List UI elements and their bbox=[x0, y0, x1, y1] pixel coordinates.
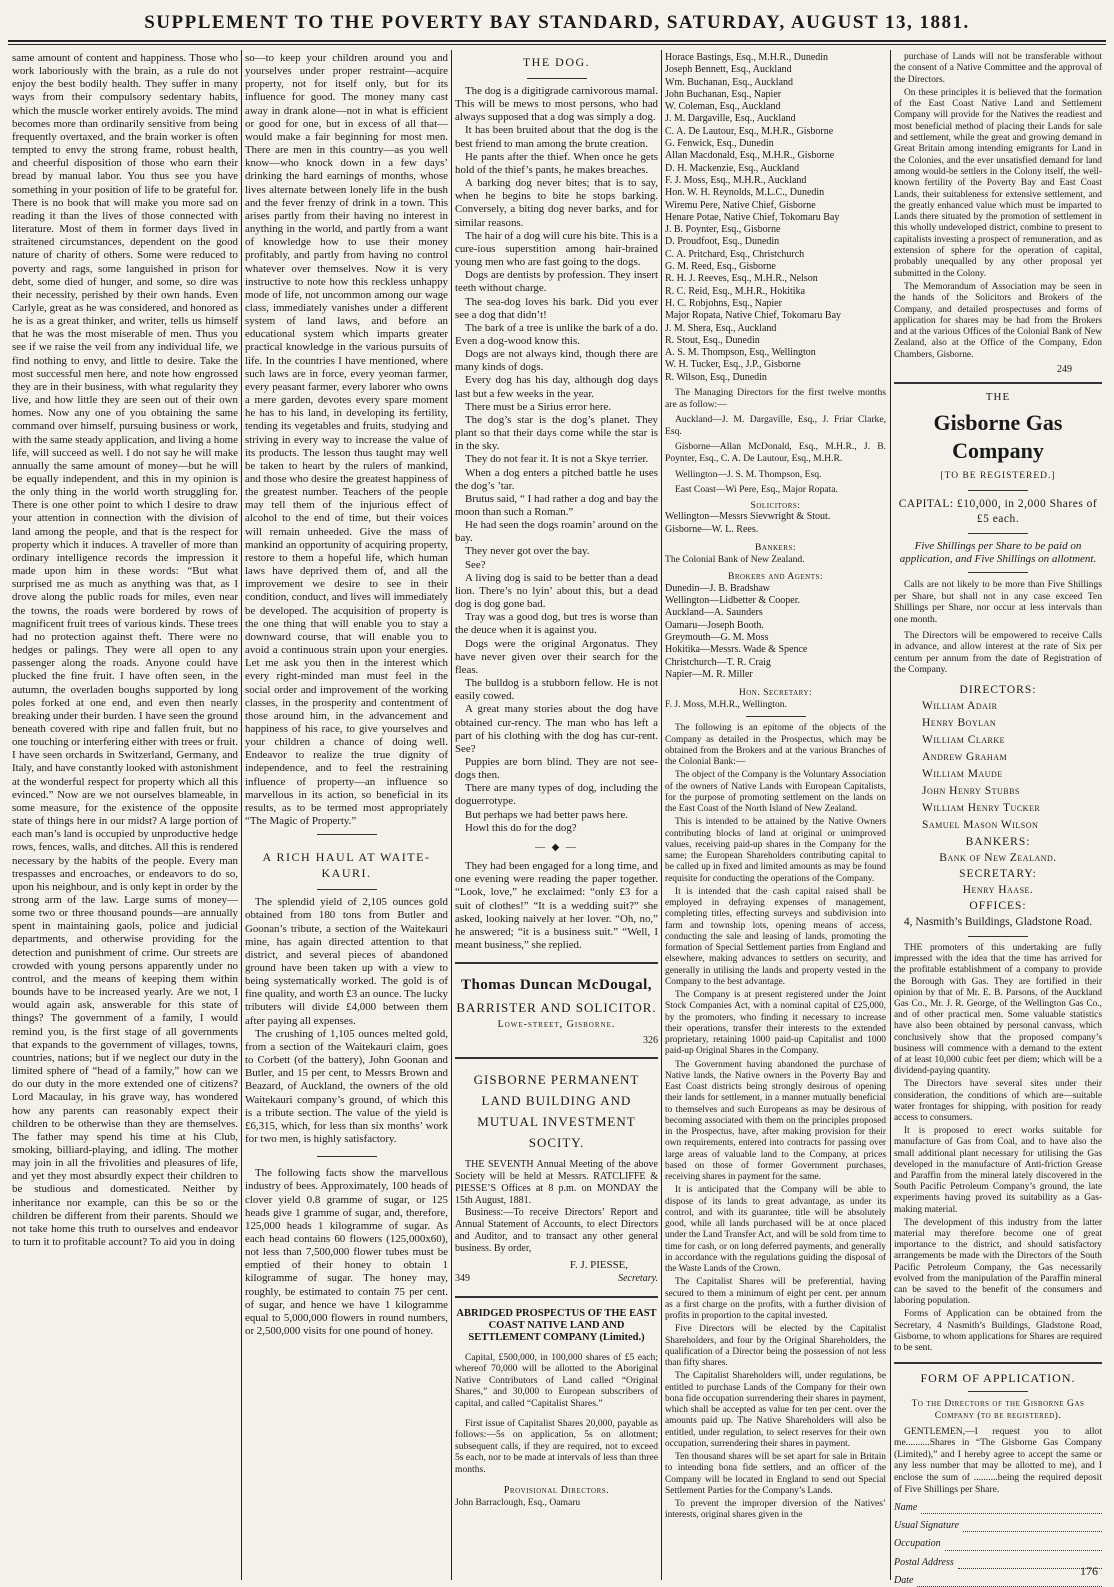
mcdougal-ad bbox=[455, 974, 658, 1047]
director-name: Allan Macdonald, Esq., M.H.R., Gisborne bbox=[665, 150, 835, 162]
ad-text: Capital, £500,000, in 100,000 shares of £5 each; whereof 70,000 will be allotted to the Aboriginal Native Contributors of Land called “Original Shares,” and 30,000 to European subscribers of capital, and called “Capitalist Shares.” bbox=[455, 1351, 658, 1409]
article-paragraph: A living dog is said to be better than a dead lion. There’s no lyin’ about this, but a dead dog is dog gone bad. bbox=[455, 571, 658, 611]
ad-number: 249 bbox=[1057, 364, 1072, 376]
director-name: J. B. Poynter, Esq., Gisborne bbox=[665, 224, 781, 236]
broker-entry: Greymouth—G. M. Moss bbox=[665, 631, 769, 643]
offices-heading: OFFICES: bbox=[969, 899, 1027, 912]
article-paragraph: A great many stories about the dog have obtained cur-rency. The man who has left a part of his clothing with the dog has cur-rent. See? bbox=[455, 703, 658, 755]
managing-auckland: Auckland—J. M. Dargaville, Esq., J. Friar Clarke, Esq. bbox=[665, 414, 886, 437]
article-paragraph: Dogs were the original Argonatus. They have never given over their search for the fleas. bbox=[455, 637, 658, 676]
ad-role: Secretary. bbox=[618, 1273, 658, 1285]
article-paragraph: Every dog has his day, although dog days last but a few weeks in the year. bbox=[455, 374, 658, 400]
form-field[interactable] bbox=[894, 1574, 1102, 1587]
directors-heading: DIRECTORS: bbox=[959, 683, 1037, 696]
broker-entry: Oamaru—Joseph Booth. bbox=[665, 619, 764, 631]
form-field-line[interactable] bbox=[945, 1537, 1102, 1550]
gas-director-name: William Henry Tucker bbox=[922, 801, 1041, 814]
masthead: SUPPLEMENT TO THE POVERTY BAY STANDARD, SATURDAY, AUGUST 13, 1881. bbox=[144, 12, 970, 33]
ad-signature: F. J. PIESSE, bbox=[569, 1259, 628, 1272]
article-heading: THE DOG. bbox=[522, 55, 591, 69]
director-name: Wm. Buchanan, Esq., Auckland bbox=[665, 76, 794, 88]
article-paragraph: The dog is a digitigrade carnivorous mamal. This will be mews to most persons, who had always supposed that a dog was simply a dog. bbox=[455, 85, 658, 124]
form-field-label: Postal Address bbox=[894, 1556, 954, 1568]
form-heading: FORM OF APPLICATION. bbox=[920, 1371, 1076, 1386]
form-fields bbox=[894, 1501, 1102, 1587]
article-paragraph: Dogs are dentists by profession. They insert teeth without charge. bbox=[455, 269, 658, 295]
ad-title: BARRISTER AND SOLICITOR. bbox=[456, 1000, 657, 1016]
prospectus-paragraph: Five Directors will be elected by the Capitalist Shareholders, and four by the Original Shareholders, the qualification of a Director being the possession of not less than fifty shares. bbox=[665, 1324, 886, 1369]
article-paragraph: There must be a Sirius error here. bbox=[465, 400, 612, 413]
director-name: Joseph Bennett, Esq., Auckland bbox=[665, 64, 792, 76]
solicitors-heading: Solicitors: bbox=[750, 499, 801, 511]
article-paragraph: Howl this do for the dog? bbox=[465, 821, 577, 834]
director-name: John Buchanan, Esq., Napier bbox=[665, 88, 782, 100]
article-paragraph: The following facts show the marvellous industry of bees. Approximately, 100 heads of clover yield 0.8 gramme of sugar, or 125 heads give 1 gramme of sugar, and, therefore, 125,000 heads 1 kilogramme of sugar. As each head contains 60 flowers (125,000x60), not less than 7,500,000 flower tubes must be emptied of their honey to obtain 1 kilogramme of sugar. The honey may, roughly, be estimated to contain 75 per cent. of sugar, and hence we have 1 kilogramme equal to 5,000,000 flowers in round numbers, or 2,500,000 visits for one pound of honey. bbox=[245, 1167, 448, 1338]
director-name: Wiremu Pere, Native Chief, Gisborne bbox=[665, 199, 816, 211]
article-paragraph: They never got over the bay. bbox=[465, 545, 590, 558]
director-name: W. Coleman, Esq., Auckland bbox=[665, 101, 781, 113]
gas-company-title: Gisborne Gas Company bbox=[933, 410, 1063, 464]
page-number: 176 bbox=[1080, 1564, 1098, 1578]
form-field-label: Occupation bbox=[894, 1538, 941, 1550]
form-field-label: Name bbox=[894, 1502, 918, 1514]
broker-entry: Napier—M. R. Miller bbox=[665, 668, 753, 680]
article-paragraph: But perhaps we had better paws here. bbox=[465, 808, 628, 821]
column-3 bbox=[455, 52, 658, 1580]
divider bbox=[527, 78, 587, 79]
bankers-heading: Bankers: bbox=[754, 541, 797, 553]
solicitors-list bbox=[665, 511, 886, 536]
article-paragraph: The sea-dog loves his bark. Did you ever see a dog that didn’t! bbox=[455, 295, 658, 321]
article-paragraph: The bark of a tree is unlike the bark of a do. Even a dog-wood know this. bbox=[455, 321, 658, 347]
broker-entry: Hokitika—Messrs. Wade & Spence bbox=[665, 644, 808, 656]
bankers-heading: BANKERS: bbox=[965, 835, 1031, 848]
gas-director-name: Samuel Mason Wilson bbox=[922, 818, 1039, 831]
column-rule bbox=[241, 50, 242, 1580]
director-name: D. Proudfoot, Esq., Dunedin bbox=[665, 236, 780, 248]
article-paragraph: They do not fear it. It is not a Skye terrier. bbox=[465, 453, 649, 466]
ad-number: 326 bbox=[643, 1035, 658, 1047]
secretary-heading: SECRETARY: bbox=[959, 867, 1037, 880]
director-name: F. J. Moss, Esq., M.H.R., Auckland bbox=[665, 174, 807, 186]
gas-calls: Calls are not likely to be more than Five Shillings per Share, but shall not in any case exceed Ten Shillings per Share, nor occur at less intervals than one month. bbox=[894, 579, 1102, 625]
broker-entry: Wellington—Lidbetter & Cooper. bbox=[665, 595, 801, 607]
prospectus-paragraph: The Company is at present registered under the Joint Stock Companies Act, with a nominal capital of £25,000, by the promoters, who finding it necessary to increase their operations, transfer their interests to the extended proprietary, retaining 1000 paid-up Capitalist and 1000 paid-up Original Shares in the Company. bbox=[665, 990, 886, 1057]
director-name: D. H. Mackenzie, Esq., Auckland bbox=[665, 162, 800, 174]
prospectus-paragraph: To prevent the improper diversion of the Natives’ interests, original shares given in the bbox=[665, 1499, 886, 1521]
form-field-line[interactable] bbox=[917, 1574, 1102, 1587]
bankers-text: The Colonial Bank of New Zealand. bbox=[665, 553, 805, 565]
gas-director-name: William Clarke bbox=[922, 733, 1006, 746]
ad-text: Business:—To receive Directors’ Report and Annual Statement of Accounts, to elect Directors and Auditor, and to transact any other general business. By order, bbox=[455, 1207, 658, 1255]
divider bbox=[894, 382, 1102, 384]
article-paragraph: There are many types of dog, including the doguerrotype. bbox=[455, 782, 658, 808]
article-paragraph: It has been bruited about that the dog is the best friend to man among the brute creation. bbox=[455, 124, 658, 150]
ad-number: 349 bbox=[455, 1273, 470, 1285]
prospectus-paragraph: The object of the Company is the Voluntary Association of the owners of Native Lands with European Capitalists, for the purpose of promoting settlement on the lands on the East Coast of the North Island of New Zealand. bbox=[665, 770, 886, 815]
gas-director-name: Henry Boylan bbox=[922, 716, 997, 729]
divider bbox=[317, 1156, 377, 1157]
gas-paragraph: Forms of Application can be obtained from the Secretary, 4 Nasmith’s Buildings, Gladstone Road, Gisborne, to whom applications for Shares are required to be sent. bbox=[894, 1309, 1102, 1354]
article-paragraph: same amount of content and happiness. Those who work laboriously with the brain, as a rule do not enjoy the best bodily health. They suffer in many ways from their compulsory sedentary habits, which the muscle worker entirely avoids. The mind becomes more than ordinarily sensitive from being frequently overtaxed, and the brain worker is often tempted to envy the strong frame, robust health, and cheerful disposition of those who earn their bread by manual labor. You thus see you have something in your position of life to be grateful for. There is no book that will make you more sad on reading it than the lives of those connected with literature. Most of them in former days lived in straitened circumstances, dependent on the good nature of charity of others. Some were reduced to poverty and rags, some languished in prison for debt, some died of hunger, and some, so dire was their necessity, perished by their own hands. Even Carlyle, great as he was considered, and honored as he is as a great thinker, and writer, tells us himself that he was the most miserable of men. Thus you see if we raise the veil from any individual life, we find nothing to envy, and little to desire. Take the most successful men here, and note how engrossed they are in their business, with what regularity they live, and how little they are seen out of their own homes. Now any one of you obtaining the same command over himself, pursuing business or work, with the same steady application, and living a home life, will succeed as well. I do not say he will make annually the same amount of money—but he will be equally independent, and this in my opinion is the only thing in the world worth struggling for. There is one other point to which I desire to draw your attention in connection with the division of land among the people, and that is the respect for property which it induces. A traveller of more than ordinary intelligence records the impression it made upon him in these words: “But what surprised me as much as anything was that, as I drove along the public roads for miles, even near the towns, the roads were bordered by rows of magnificent fruit trees of various kinds. These trees had no protection against theft. There were no hedges or palings. They were all open to any passenger along the roads. Anyone could have plucked the fine fruit. I have often seen, in the autumn, the overladen boughs supported by long poles forked at one end, and even then nearly breaking under their burden. I have seen the ground beneath covered with ripe and fallen fruit, but no one touching or interfering either with trees or fruit. I have seen orchards in Switzerland, Germany, and Italy, and have constantly looked with astonishment at the wonderful respect for property which all this evinced.” Now are we not ourselves blameable, in some measure, for the existence of the opposite state of things here in our midst? A large portion of each man’s land is occupied by unproductive hedge rows, fences, walls, and ditches. All this is rendered necessary by the habits of the people. Every man trespasses and encroaches, or endeavors to do so, upon his neighbour, and is only kept in order by the strong arm of the law. Large sums of money—some two or three thousand pounds—are annually spent in maintaining gaols, police and judicial departments, and otherwise providing for the detection and punishment of crime. Our streets are crowded with young persons apparently under no control, and the means of keeping them within bounds have to be increased yearly. Are we not, I would again ask, answerable for this state of things? The government of a family, I would remind you, is the first stage of all governments that expands to the government of villages, towns, countries, nations; but if we neglect our duty in the limited sphere of “head of a family,” how can we do our duty in the more extended one of citizens? Lord Macaulay, in his grave way, has wondered how any parents can reasonably expect their children to be otherwise than they are themselves. The father may spend his time at his Club, smoking, billiard-playing, and idling. The mother may join in all the frivolities and pleasures of life, and yet they most absurdly expect their children to be studious and domesticated. Neither by inheritance nor example, can this be so or the children be different from their parents. Should we not take home this truth to ourselves and endeavor to turn it to profitable account? To aid you in doing bbox=[12, 52, 238, 1249]
director-name: R. Stout, Esq., Dunedin bbox=[665, 334, 760, 346]
director-name: R. H. J. Reeves, Esq., M.H.R., Nelson bbox=[665, 273, 818, 285]
gas-prospectus bbox=[894, 943, 1102, 1354]
article-paragraph: See? bbox=[465, 558, 486, 571]
gas-registered: [TO BE REGISTERED.] bbox=[940, 471, 1056, 482]
director-list bbox=[665, 52, 886, 384]
director-name: R. C. Reid, Esq., M.H.R., Hokitika bbox=[665, 285, 806, 297]
director-name: Horace Bastings, Esq., M.H.R., Dunedin bbox=[665, 52, 829, 63]
director-name: G. M. Reed, Esq., Gisborne bbox=[665, 261, 776, 273]
prospectus-paragraph: purchase of Lands will not be transferable without the consent of a Native Committee and the approval of the Directors. bbox=[894, 52, 1102, 85]
divider bbox=[455, 962, 658, 964]
gas-paragraph: The Directors have several sites under their consideration, the conditions of which are—suitable water frontages for shipping, with position for ready access to consumers. bbox=[894, 1079, 1102, 1123]
brokers-list bbox=[665, 583, 886, 681]
solicitor-entry: Gisborne—W. L. Rees. bbox=[665, 523, 759, 535]
secretary-text: F. J. Moss, M.H.R., Wellington. bbox=[665, 698, 787, 710]
gas-directors bbox=[894, 698, 1102, 833]
divider bbox=[746, 716, 806, 717]
gas-capital: CAPITAL: £10,000, in 2,000 Shares of £5 each. bbox=[898, 498, 1098, 526]
gas-shillings: Five Shillings per Share to be paid on application, and Five Shillings on allotment. bbox=[899, 540, 1097, 566]
masthead-rule-thin bbox=[8, 44, 1106, 45]
ad-subheading: Provisional Directors. bbox=[503, 1484, 610, 1496]
broker-entry: Dunedin—J. B. Bradshaw bbox=[665, 582, 770, 594]
article-paragraph: The splendid yield of 2,105 ounces gold obtained from 180 tons from Butler and Goonan’s tribute, a section of the Waitekauri mine, has again directed attention to that district, and several pieces of abandoned ground have been taken up with a view to being systematically worked. The gold is of fine quality, and worth £3 an ounce. The lucky tributers will divide £4,000 between them after paying all expenses. bbox=[245, 896, 448, 1027]
article-paragraph: Brutus said, “ I had rather a dog and bay the moon than such a Roman.” bbox=[455, 492, 658, 518]
ad-text: First issue of Capitalist Shares 20,000, payable as follows:—5s on application, 5s on allotment; subsequent calls, if they are required, not to exceed 5s each, nor to be made at intervals of less than three months. bbox=[455, 1417, 658, 1475]
director-name: C. A. Pritchard, Esq., Christchurch bbox=[665, 248, 805, 260]
article-heading: A RICH HAUL AT WAITE-KAURI. bbox=[262, 850, 431, 881]
prospectus-paragraph: The Capitalist Shareholders will, under regulations, be entitled to purchase Lands of the Company for their own bona fide occupation surrendering their shares in payment, which shall be accepted as value for ten per cent. over the amounts paid up. The Native Shareholders will also be entitled, under regulation, to select reserves for their own occupation, surrendering their shares in payment. bbox=[665, 1371, 886, 1449]
divider bbox=[455, 1296, 658, 1298]
managing-eastcoast: East Coast—Wi Pere, Esq., Major Ropata. bbox=[675, 484, 838, 496]
form-to: To the Directors of the Gisborne Gas Company (to be registered). bbox=[911, 1398, 1085, 1421]
gas-director-name: William Maude bbox=[922, 767, 1003, 780]
form-body: GENTLEMEN,—I request you to allot me..........Shares in “The Gisborne Gas Company (Limited),” and I hereby agree to accept the same or any less number that may be allotted to me), and I enclose the sum of ..........being the required deposit of Five Shillings per Share. bbox=[894, 1425, 1102, 1495]
article-paragraph: He had seen the dogs roamin’ around on the bay. bbox=[455, 519, 658, 545]
prospectus-epitome bbox=[665, 723, 886, 1521]
managing-directors: The Managing Directors for the first twelve months are as follow:— bbox=[665, 387, 886, 410]
article-paragraph: Puppies are born blind. They are not see-dogs then. bbox=[455, 755, 658, 782]
form-field[interactable] bbox=[894, 1556, 1102, 1569]
ad-text: John Barraclough, Esq., Oamaru bbox=[455, 1496, 581, 1508]
director-name: J. M. Dargaville, Esq., Auckland bbox=[665, 113, 796, 125]
divider bbox=[968, 936, 1028, 937]
column-2 bbox=[245, 52, 448, 1580]
brokers-heading: Brokers and Agents: bbox=[727, 571, 824, 583]
director-name: J. M. Shera, Esq., Auckland bbox=[665, 322, 777, 334]
ornament-divider: — ◆ — bbox=[535, 841, 578, 853]
ad-title: ABRIDGED PROSPECTUS OF THE EAST COAST NATIVE LAND AND SETTLEMENT COMPANY (Limited.) bbox=[456, 1307, 657, 1343]
form-field-line[interactable] bbox=[963, 1519, 1102, 1532]
gas-the: THE bbox=[985, 391, 1011, 404]
director-name: W. H. Tucker, Esq., J.P., Gisborne bbox=[665, 359, 801, 371]
prospectus-ad bbox=[455, 1308, 658, 1509]
ad-address: Lowe-street, Gisborne. bbox=[497, 1019, 616, 1031]
article-paragraph: When a dog enters a pitched battle he uses the dog’s ’tar. bbox=[455, 466, 658, 492]
masthead-rule bbox=[8, 40, 1106, 42]
divider bbox=[894, 1362, 1102, 1364]
gas-paragraph: It is proposed to erect works suitable for manufacture of Gas from Coal, and to have also the small additional plant necessary for utilising the Gas developed in the manufacture of Anti-friction Grease and Paraffin from the mineral lately discovered in the South Pacific Petroleum Company’s ground, the late experiments having proved its suitability as a Gas-making material. bbox=[894, 1126, 1102, 1215]
prospectus-paragraph: On these principles it is believed that the formation of the East Coast Native Land and Settlement Company will provide for the Natives the readiest and most beneficial method of placing their Lands for sale and settlement, while the great and growing demand in Great Britain among intending emigrants for Land in the Colonies, and the ever unsatisfied demand for land among would-be settlers in the Colony itself, the well-known fertility of the Poverty Bay and East Coast Lands, their suitableness for extensive settlement, and the greatly enhanced value which must be imparted to Lands there situated by the promotion of settlement in this wholly undeveloped district, combine to present to capitalists investing a prospect of remuneration, and as extension of sphere for the operation of capital, probably unequalled by any other proposal yet submitted in the Colony. bbox=[894, 87, 1102, 279]
ad-text: THE SEVENTH Annual Meeting of the above Society will be held at Messrs. RATCLIFFE & PIESSE’S Offices at 8 p.m. on MONDAY the 15th August, 1881. bbox=[455, 1159, 658, 1207]
form-field-label: Usual Signature bbox=[894, 1520, 959, 1532]
prospectus-paragraph: The Government having abandoned the purchase of Native lands, the Native owners in the Poverty Bay and East Coast districts being strongly desirous of opening their lands for settlement, in a manner mutually beneficial to themselves and such Europeans as may be desirous of becoming associated with them on the principles proposed in the Prospectus, have, after making provision for their own requirements, entered into contracts for passing over large areas of valuable land to the Company, at prices based on those of former Government purchases, receiving shares in payment for the same. bbox=[665, 1059, 886, 1183]
divider bbox=[968, 572, 1028, 573]
article-paragraph: The bulldog is a stubborn fellow. He is not easily cowed. bbox=[455, 677, 658, 703]
article-paragraph: The hair of a dog will cure his bite. This is a cure-ious superstition among hair-brained young men who are fast going to the dogs. bbox=[455, 229, 658, 269]
secretary-text: Henry Haase. bbox=[962, 883, 1034, 896]
article-paragraph: so—to keep your children around you and yourselves under proper restraint—acquire property, not for itself only, but for its influence for good. The money many cast away in drank alone—not in what is efficient or good for one, but in excess of all that—would make a fair beginning for most men. There are men in this country—as you well know—who knock down in a few days’ drinking the hard earnings of months, whose lives alternate between lonely life in the bush and the fever frenzy of drink in a town. This arises partly from their having no interest in anything in the world, and partly from a want of knowledge how to use their money profitably, and partly from having no control whatever over themselves. Now it is very instructive to note how this reckless unhappy mode of life, not uncommon among our wage class, immediately vanishes under a different system of land laws, and before an educational system which imparts greater practical knowledge in the various pursuits of life. In the countries I have mentioned, where such laws are in force, every yeoman farmer, every peasant farmer, every laborer who owns a mere garden, devotes every spare moment he has to his land, in developing its fertility, tending its vegetables and fruits, studying and striving in every way to increase the value of its products. The lesson thus taught may well be taken to heart by the rulers of mankind, and those who desire the greatest happiness of the greatest number. Teachers of the people may tell them of the injurious effect of alcohol to the end of time, but their voices will remain unheeded. Give the mass of mankind an opportunity of acquiring property, restore to them a hopeful life, which human laws have deprived them of, and all the improvement we desire to see in their condition, conduct, and lives will immediately be developed. The acquisition of property is the one thing that will enable you to stay a downward course, that will enable you to avoid a continuous strain upon your energies. Let me ask you then in the interest which every right-minded man must feel in the social order and improvement of the working classes, in the prosperity and contentment of those around him, in the advancement and happiness of his race, to give yourselves and your children a chance of doing well. Endeavor to realize the true dignity of independence, and to feel the restraining influence of property—an influence so marvellous in its action, so beneficial in its results, as to be termed most appropriately “The Magic of Property.” bbox=[245, 52, 448, 828]
offices-text: 4, Nasmith’s Buildings, Gladstone Road. bbox=[903, 915, 1093, 928]
gas-director-name: William Adair bbox=[922, 699, 998, 712]
director-name: Hon. W. H. Reynolds, M.L.C., Dunedin bbox=[665, 187, 825, 199]
article-paragraph: The crushing of 1,105 ounces melted gold, from a section of the Waitekauri claim, goes to Corbett (of the battery), John Goonan and Butler, and 15 per cent, to Messrs Brown and Beazard, of Auckland, the owners of the old Waitekauri company’s ground, of which this is a tribute section. The value of the yield is £6,315, which, for less than six months’ work for two men, is highly satisfactory. bbox=[245, 1027, 448, 1146]
column-4 bbox=[665, 52, 886, 1580]
gas-director-name: John Henry Stubbs bbox=[922, 784, 1020, 797]
prospectus-paragraph: This is intended to be attained by the Native Owners contributing blocks of land at original or unimproved values, receiving paid-up shares in the Company for the same; the European Shareholders contributing capital to be called up in fixed and limited amounts as may be found requisite for conducting the operations of the Company. bbox=[665, 817, 886, 884]
divider bbox=[317, 834, 377, 835]
prospectus-paragraph: Ten thousand shares will be set apart for sale in Britain to intending bona fide settlers, and an officer of the Company will be located in England to send out Special Settlement Parties for the Company’s Lands. bbox=[665, 1452, 886, 1496]
article-paragraph: Tray was a good dog, but tres is worse than the deuce when it is against you. bbox=[455, 611, 658, 637]
divider bbox=[968, 533, 1028, 534]
form-field-line[interactable] bbox=[921, 1501, 1102, 1514]
prospectus-paragraph: The Capitalist Shares will be preferential, having secured to them a minimum of eight per cent. per annum as a first charge on the profits, with a further division of profits in proportion to the capital invested. bbox=[665, 1277, 886, 1322]
prospectus-paragraph: The Memorandum of Association may be seen in the hands of the Solicitors and Brokers of the Company, and detailed prospectuses and forms of application for shares may be had from the Brokers and at the various Offices of the Colonial Bank of New Zealand, also at the Office of the Company, Edon Chambers, Gisborne. bbox=[894, 281, 1102, 360]
column-rule bbox=[890, 50, 891, 1580]
divider bbox=[968, 490, 1028, 491]
article-paragraph: The dog’s star is the dog’s planet. They plant so that their days come while the star is in the sky. bbox=[455, 413, 658, 453]
column-1 bbox=[12, 52, 238, 1580]
broker-entry: Christchurch—T. R. Craig bbox=[665, 656, 771, 668]
divider bbox=[455, 1057, 658, 1059]
form-field[interactable] bbox=[894, 1537, 1102, 1550]
prospectus-paragraph: It is intended that the cash capital raised shall be employed in defraying expenses of management, completing titles, effecting surveys and subdivision into farm and township lots, opening means of access, conducting the sale and leasing of lands, promoting the formation of Special Settlement parties from England and elsewhere, making advances to settlers on security, and generally in utilising the lands and property vested in the Company to the best advantage. bbox=[665, 886, 886, 987]
director-name: G. Fenwick, Esq., Dunedin bbox=[665, 138, 774, 150]
director-name: Henare Potae, Native Chief, Tokomaru Bay bbox=[665, 211, 840, 223]
ad-footer bbox=[455, 1272, 658, 1285]
prospectus-paragraph: The following is an epitome of the objects of the Company as detailed in the Prospectus, which may be obtained from the Brokers and at the various Branches of the Colonial Bank:— bbox=[665, 723, 886, 768]
gas-paragraph: The development of this industry from the latter material may therefore become one of great importance to the district, and should satisfactory arrangements be made with the Directors of the South Pacific Petroleum Company, the Gas necessarily evolved from the manipulation of the Paraffin mineral can be saved to the benefit of the consumers and laboring population. bbox=[894, 1217, 1102, 1307]
gas-paragraph: THE promoters of this undertaking are fully impressed with the idea that the time has arrived for the profitable establishment of a company to provide the Borough with Gas. They are fortified in their opinion by that of Mr. E. B. Parsons, of the Auckland Gas Co., Mr. J. R. George, of the Wellington Gas Co., and of other practical men. Some valuable statistics have also been obtained by personal canvass, which conclusively show that the proposed company’s business will commence with a demand to the extent of at least 10,000 cubic feet per diem; which will be a dividend-paying quantity. bbox=[894, 942, 1102, 1077]
article-paragraph: He pants after the thief. When once he gets hold of the thief’s pants, he makes breaches. bbox=[455, 150, 658, 176]
secretary-heading: Hon. Secretary: bbox=[738, 687, 813, 699]
society-ad bbox=[455, 1069, 658, 1285]
form-field[interactable] bbox=[894, 1519, 1102, 1532]
form-field-label: Date bbox=[894, 1574, 914, 1586]
gas-director-name: Andrew Graham bbox=[922, 750, 1008, 763]
director-name: A. S. M. Thompson, Esq., Wellington bbox=[665, 347, 816, 359]
column-rule bbox=[451, 50, 452, 1580]
bankers-text: Bank of New Zealand. bbox=[939, 851, 1057, 864]
managing-gisborne: Gisborne—Allan McDonald, Esq., M.H.R., J. B. Poynter, Esq., C. A. De Lautour, Esq., M.H.R. bbox=[665, 441, 886, 464]
divider bbox=[968, 1391, 1028, 1392]
form-field[interactable] bbox=[894, 1501, 1102, 1514]
managing-wellington: Wellington—J. S. M. Thompson, Esq. bbox=[675, 468, 822, 480]
director-name: R. Wilson, Esq., Dunedin bbox=[665, 371, 767, 383]
prospectus-continued bbox=[894, 52, 1102, 361]
prospectus-paragraph: It is anticipated that the Company will be able to dispose of its lands to great advantage, as under its control, and with its guarantee, title will be absolutely good, while all lands purchased will be at once placed under the Land Transfer Act, and will be sold from time to time for cash, or on long deferred payments, and generally in accordance with the regulations guiding the disposal of the Waste Lands of the Crown. bbox=[665, 1185, 886, 1275]
article-paragraph: A barking dog never bites; that is to say, when he begins to bite he stops barking. Conversely, a biting dog never barks, and for similar reasons. bbox=[455, 177, 658, 229]
article-paragraph: They had been engaged for a long time, and one evening were reading the paper together. “Look, love,” he exclaimed: “only £3 for a suit of clothes!” “It is a wedding suit?” she asked, looking naively at her lover. “Oh, no,” he answered; “it is a business suit.” “Well, I meant business,” she replied. bbox=[455, 860, 658, 951]
broker-entry: Auckland—A. Saunders bbox=[665, 607, 763, 619]
gas-empowered: The Directors will be empowered to receive Calls in advance, and allow interest at the rate of Six per centum per annum from the date of Registration of the Company. bbox=[894, 629, 1102, 676]
column-5 bbox=[894, 52, 1102, 1586]
director-name: C. A. De Lautour, Esq., M.H.R., Gisborne bbox=[665, 125, 834, 137]
solicitor-entry: Wellington—Messrs Sievwright & Stout. bbox=[665, 511, 831, 523]
divider bbox=[317, 889, 377, 890]
ad-title: GISBORNE PERMANENT LAND BUILDING AND MUTUAL INVESTMENT SOCITY. bbox=[473, 1072, 640, 1151]
director-name: Major Ropata, Native Chief, Tokomaru Bay bbox=[665, 310, 842, 322]
column-rule bbox=[661, 50, 662, 1580]
dog-article bbox=[455, 85, 658, 835]
director-name: H. C. Robjohns, Esq., Napier bbox=[665, 297, 782, 309]
article-paragraph: Dogs are not always kind, though there are many kinds of dogs. bbox=[455, 348, 658, 374]
ad-name: Thomas Duncan McDougal, bbox=[460, 977, 653, 994]
